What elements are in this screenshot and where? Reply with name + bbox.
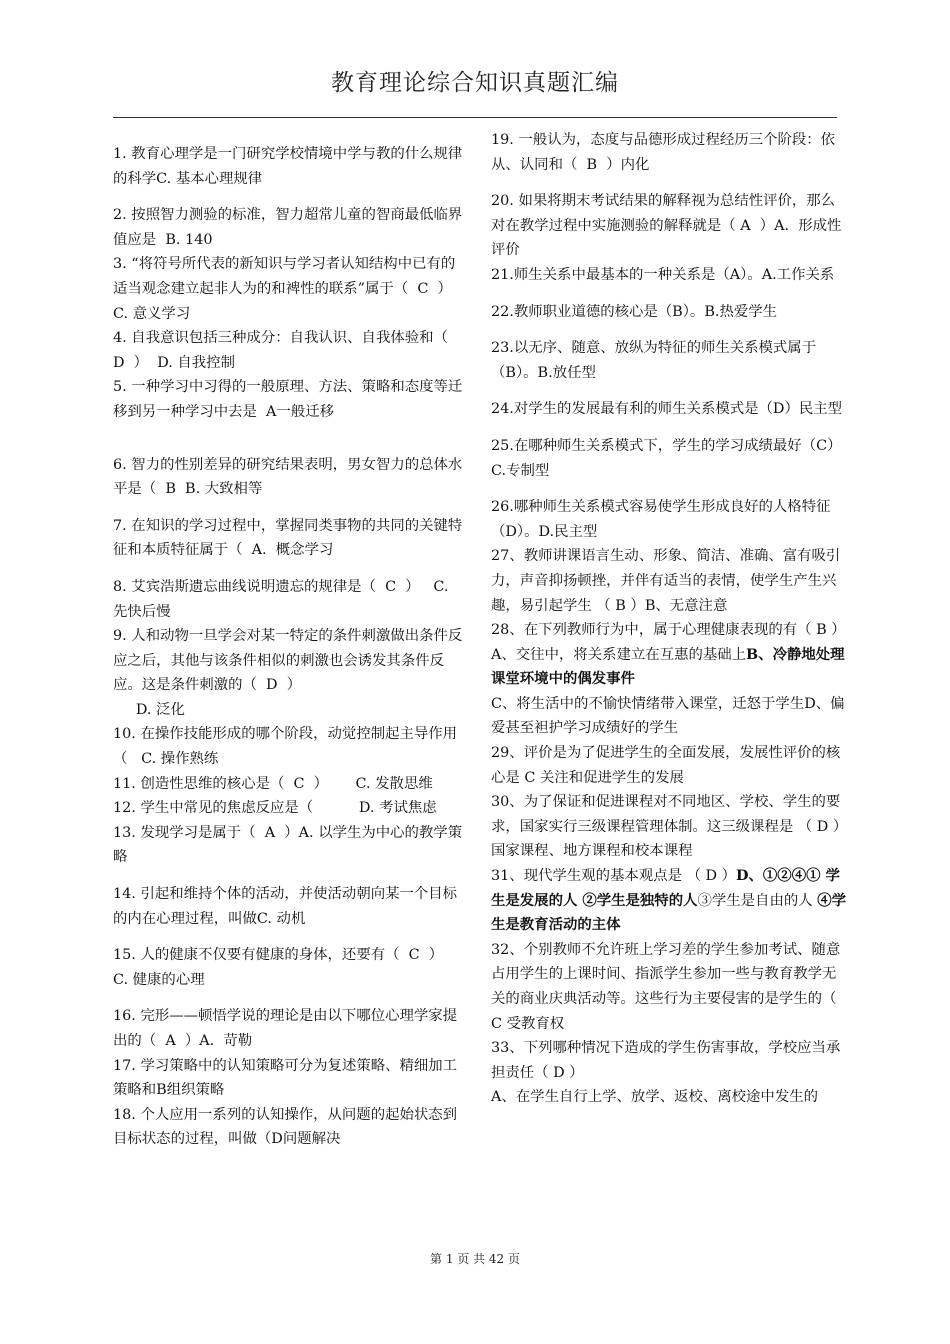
question-item xyxy=(113,722,463,771)
question-text: 7. 在知识的学习过程中，掌握同类事物的共同的关键特征和本质特征属于（ A. 概念学习 xyxy=(113,517,463,559)
question-item xyxy=(113,514,463,563)
page-footer: 第 1 页 共 42 页 xyxy=(430,1252,520,1266)
question-text: 3. “将符号所代表的新知识与学习者认知结构中已有的适当观念建立起非人为的和裨性的联系”属于（ C ） C. 意义学习 xyxy=(113,256,466,322)
question-item xyxy=(491,300,846,325)
page-title: 教育理论综合知识真题汇编 xyxy=(331,70,619,96)
question-item xyxy=(491,397,846,422)
question-text: 18. 个人应用一系列的认知操作，从问题的起始状态到目标状态的过程，叫做（D问题解决 xyxy=(113,1106,458,1148)
question-item xyxy=(491,741,846,790)
question-item xyxy=(113,772,463,797)
answer-highlight: D、①②④① 学生是发展的人 ②学生是独特的人 xyxy=(491,867,840,909)
question-text: 29、评价是为了促进学生的全面发展，发展性评价的核心是 C 关注和促进学生的发展 xyxy=(491,745,841,786)
right-column xyxy=(491,128,846,1110)
question-item xyxy=(491,336,846,385)
question-item xyxy=(491,434,846,483)
question-item xyxy=(113,203,463,252)
question-text: 22.教师职业道德的核心是（B）。B.热爱学生 xyxy=(491,303,778,320)
left-column xyxy=(113,142,466,1152)
question-item xyxy=(491,128,846,177)
question-item xyxy=(491,1036,846,1085)
question-item xyxy=(491,263,846,288)
question-item xyxy=(491,618,846,643)
question-item xyxy=(491,1085,846,1110)
question-item xyxy=(491,692,846,741)
question-item xyxy=(491,864,846,938)
question-text: 10. 在操作技能形成的哪个阶段，动觉控制起主导作用（ C. 操作熟练 xyxy=(113,726,458,768)
question-text: 13. 发现学习是属于（ A ）A. 以学生为中心的教学策略 xyxy=(113,824,463,866)
question-text: 23.以无序、随意、放纵为特征的师生关系模式属于（B）。B.放任型 xyxy=(491,340,817,381)
question-item xyxy=(113,882,463,931)
question-item xyxy=(491,790,846,864)
question-text: 33、下列哪种情况下造成的学生伤害事故，学校应当承担责任（ D ） xyxy=(491,1040,841,1081)
question-item xyxy=(113,375,463,424)
question-text-continued: ③学生是自由的人 xyxy=(697,892,818,909)
question-text: 11. 创造性思维的核心是（ C ） C. 发散思维 xyxy=(113,775,433,792)
question-item xyxy=(113,624,463,722)
question-text: 16. 完形——顿悟学说的理论是由以下哪位心理学家提出的（ A ）A. 苛勒 xyxy=(113,1008,458,1049)
question-item xyxy=(113,821,463,870)
question-text: 12. 学生中常见的焦虑反应是（ D. 考试焦虑 xyxy=(113,800,437,817)
question-text: 2. 按照智力测验的标准，智力超常儿童的智商最低临界值应是 B. 140 xyxy=(113,207,463,248)
question-text: 9. 人和动物一旦学会对某一特定的条件刺激做出条件反应之后，其他与该条件相似的刺激也会诱发其条件反应。这是条件刺激的（ D ） D. 泛化 xyxy=(113,628,463,718)
question-text: 27、教师讲课语言生动、形象、简洁、准确、富有吸引力，声音抑扬顿挫，并伴有适当的表情，使学生产生兴趣，易引起学生 （ B ）B、无意注意 xyxy=(491,548,841,614)
question-text: A、在学生自行上学、放学、返校、离校途中发生的 xyxy=(491,1089,818,1106)
question-text: 15. 人的健康不仅要有健康的身体，还要有（ C ） C. 健康的心理 xyxy=(113,947,453,988)
question-text: 20. 如果将期末考试结果的解释视为总结性评价，那么对在教学过程中实施测验的解释就是（ A ）A. 形成性评价 xyxy=(491,193,842,259)
title-divider xyxy=(113,117,837,118)
question-text: 17. 学习策略中的认知策略可分为复述策略、精细加工策略和B组织策略 xyxy=(113,1057,458,1099)
question-text: 14. 引起和维持个体的活动，并使活动朝向某一个目标的内在心理过程，叫做C. 动机 xyxy=(113,886,458,927)
question-text: 32、个别教师不允许班上学习差的学生参加考试、随意占用学生的上课时间、指派学生参加一些与教育教学无关的商业庆典活动等。这些行为主要侵害的是学生的（ C 受教育权 xyxy=(491,941,841,1032)
question-item xyxy=(113,453,463,502)
question-text: 6. 智力的性别差异的研究结果表明，男女智力的总体水平是（ B B. 大致相等 xyxy=(113,456,463,498)
question-item xyxy=(491,544,846,618)
question-item xyxy=(113,252,466,326)
question-item xyxy=(113,943,463,992)
question-text: 30、为了保证和促进课程对不同地区、学校、学生的要求，国家实行三级课程管理体制。这三级课程是 （ D ）国家课程、地方课程和校本课程 xyxy=(491,794,841,860)
question-text: 19. 一般认为，态度与品德形成过程经历三个阶段：依从、认同和（ B ）内化 xyxy=(491,132,836,173)
question-text: C、将生活中的不愉快情绪带入课堂，迁怒于学生D、偏爱甚至袒护学习成绩好的学生 xyxy=(491,695,845,737)
question-item xyxy=(113,1054,463,1103)
question-item xyxy=(113,1103,463,1152)
answer-highlight: B、冷静地处理课堂环境中的偶发事件 xyxy=(491,645,845,688)
answer-highlight: ④学生是教育活动的主体 xyxy=(491,891,846,934)
question-text: 1. 教育心理学是一门研究学校情境中学与教的什么规律的科学C. 基本心理规律 xyxy=(113,146,463,187)
question-text: 21.师生关系中最基本的一种关系是（A）。A.工作关系 xyxy=(491,266,835,283)
question-item xyxy=(491,643,846,692)
question-text: 26.哪种师生关系模式容易使学生形成良好的人格特征（D）。D.民主型 xyxy=(491,499,831,540)
question-text: 8. 艾宾浩斯遗忘曲线说明遗忘的规律是（ C ） C. 先快后慢 xyxy=(113,578,454,620)
question-text: 24.对学生的发展最有利的师生关系模式是（D）民主型 xyxy=(491,401,843,418)
question-item xyxy=(113,1004,463,1053)
question-item xyxy=(491,938,846,1036)
question-item xyxy=(113,796,463,821)
question-text: 5. 一种学习中习得的一般原理、方法、策略和态度等迁移到另一种学习中去是 A一般迁移 xyxy=(113,379,463,420)
question-text: A、交往中，将关系建立在互惠的基础上 xyxy=(491,646,747,663)
question-text: 25.在哪种师生关系模式下，学生的学习成绩最好（C）C.专制型 xyxy=(491,437,842,479)
question-text: 28、在下列教师行为中，属于心理健康表现的有（ B ） xyxy=(491,622,846,639)
question-item xyxy=(491,495,846,544)
question-item xyxy=(113,575,463,624)
question-item xyxy=(113,142,463,191)
question-text: 4. 自我意识包括三种成分：自我认识、自我体验和（ D ） D. 自我控制 xyxy=(113,330,458,371)
question-item xyxy=(113,326,463,375)
question-item xyxy=(491,189,846,263)
question-text: 31、现代学生观的基本观点是 （ D ） xyxy=(491,868,737,885)
